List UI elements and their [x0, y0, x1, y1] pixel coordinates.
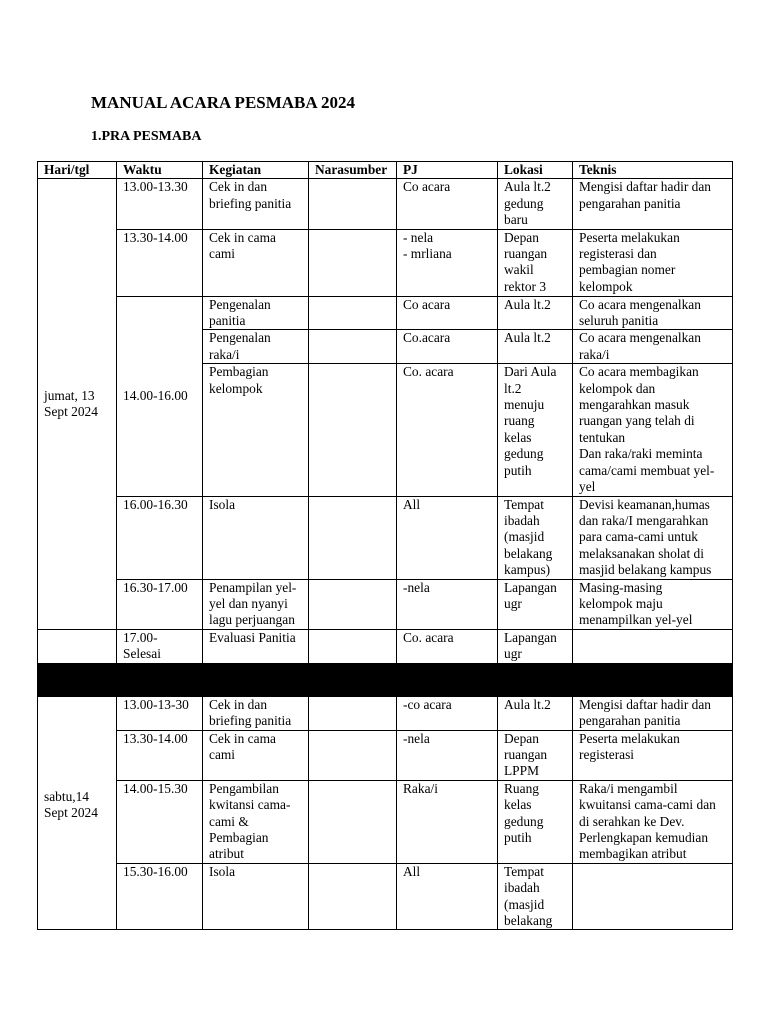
- teknis-cell-line: Co acara membagikan: [579, 364, 699, 380]
- teknis-cell-line: Perlengkapan kemudian: [579, 830, 709, 845]
- waktu-cell: [117, 629, 203, 663]
- lokasi-cell: [498, 330, 573, 364]
- lokasi-cell: [498, 863, 573, 930]
- pj-cell-line: All: [403, 496, 421, 512]
- pj-cell-line: All: [403, 863, 421, 879]
- header-waktu: Waktu: [117, 162, 203, 179]
- teknis-cell: [573, 696, 733, 730]
- kegiatan-cell-line: Cek in dan: [209, 179, 268, 195]
- kegiatan-cell: [203, 229, 309, 296]
- teknis-cell-line: kelompok dan: [579, 380, 656, 396]
- waktu-cell: [117, 863, 203, 930]
- lokasi-cell-line: Tempat: [504, 863, 544, 879]
- kegiatan-cell-line: Pembagian: [209, 830, 269, 845]
- lokasi-cell-line: gedung: [504, 446, 544, 462]
- kegiatan-cell: [203, 330, 309, 364]
- section-heading: 1.PRA PESMABA: [91, 129, 202, 144]
- waktu-cell-line: Selesai: [123, 646, 161, 662]
- kegiatan-cell-line: briefing panitia: [209, 712, 292, 728]
- header-pj: PJ: [397, 162, 498, 179]
- waktu-cell: [117, 579, 203, 629]
- narasumber-cell: [309, 330, 397, 364]
- table-row: [38, 496, 733, 579]
- pj-cell-line: - mrliana: [403, 246, 452, 262]
- pj-cell: [397, 179, 498, 229]
- pj-cell-line: Co. acara: [403, 629, 454, 645]
- table-row: [38, 780, 733, 863]
- lokasi-cell: [498, 496, 573, 579]
- lokasi-cell-line: Aula lt.2: [504, 179, 551, 195]
- teknis-cell-line: kelompok: [579, 278, 633, 294]
- lokasi-cell-line: Lapangan: [504, 579, 557, 595]
- lokasi-cell: [498, 730, 573, 780]
- day-cell-line: Sept 2024: [44, 805, 98, 820]
- teknis-cell-line: di serahkan ke Dev.: [579, 813, 685, 829]
- header-narasumber: Narasumber: [309, 162, 397, 179]
- header-hari: Hari/tgl: [38, 162, 117, 179]
- lokasi-cell-line: LPPM: [504, 763, 539, 779]
- kegiatan-cell: [203, 296, 309, 330]
- waktu-cell-line: 13.30-14.00: [123, 730, 188, 746]
- lokasi-cell-line: (masjid: [504, 896, 545, 912]
- narasumber-cell: [309, 296, 397, 330]
- narasumber-cell: [309, 364, 397, 496]
- pj-cell-line: -co acara: [403, 696, 452, 712]
- kegiatan-cell: [203, 496, 309, 579]
- teknis-cell: [573, 863, 733, 930]
- kegiatan-cell-line: Isola: [209, 496, 236, 512]
- lokasi-cell-line: Depan: [504, 730, 539, 746]
- lokasi-cell-line: Dari Aula: [504, 364, 557, 380]
- waktu-cell-line: 14.00-15.30: [123, 780, 188, 796]
- teknis-cell-line: kelompok maju: [579, 595, 663, 611]
- teknis-cell: [573, 730, 733, 780]
- teknis-cell-line: Peserta melakukan: [579, 730, 680, 746]
- lokasi-cell-line: ibadah: [504, 512, 540, 528]
- narasumber-cell: [309, 496, 397, 579]
- table-row: [38, 730, 733, 780]
- kegiatan-cell: [203, 863, 309, 930]
- narasumber-cell: [309, 629, 397, 663]
- lokasi-cell-line: ugr: [504, 646, 522, 662]
- teknis-cell: [573, 579, 733, 629]
- pj-cell: [397, 330, 498, 364]
- pj-cell-line: -nela: [403, 730, 430, 746]
- kegiatan-cell-line: cami: [209, 246, 236, 262]
- kegiatan-cell-line: cami: [209, 746, 236, 762]
- kegiatan-cell-line: raka/i: [209, 346, 240, 362]
- kegiatan-cell: [203, 629, 309, 663]
- header-lokasi: Lokasi: [498, 162, 573, 179]
- lokasi-cell-line: belakang: [504, 545, 553, 561]
- table-row: [38, 863, 733, 930]
- teknis-cell-line: cama/cami membuat yel-: [579, 462, 715, 478]
- pj-cell-line: -nela: [403, 579, 430, 595]
- day-cell-line: Sept 2024: [44, 404, 98, 420]
- teknis-cell-line: tentukan: [579, 429, 626, 445]
- kegiatan-cell: [203, 696, 309, 730]
- waktu-cell: [117, 730, 203, 780]
- lokasi-cell-line: kelas: [504, 429, 532, 445]
- pj-cell: [397, 730, 498, 780]
- kegiatan-cell-line: kwitansi cama-: [209, 797, 291, 813]
- lokasi-cell-line: (masjid: [504, 529, 545, 545]
- narasumber-cell: [309, 780, 397, 863]
- waktu-cell-line: 16.00-16.30: [123, 496, 188, 512]
- teknis-cell-line: Mengisi daftar hadir dan: [579, 696, 712, 712]
- lokasi-cell-line: ruang: [504, 413, 535, 429]
- day-cell-line: sabtu,14: [44, 788, 90, 804]
- header-kegiatan: Kegiatan: [203, 162, 309, 179]
- day-cell: [38, 629, 117, 663]
- kegiatan-cell-line: Pengambilan: [209, 780, 279, 796]
- lokasi-cell-line: ugr: [504, 595, 522, 611]
- narasumber-cell: [309, 579, 397, 629]
- lokasi-cell-line: gedung: [504, 195, 544, 211]
- narasumber-cell: [309, 730, 397, 780]
- kegiatan-cell-line: lagu perjuangan: [209, 612, 295, 628]
- lokasi-cell-line: Aula lt.2: [504, 696, 551, 712]
- waktu-cell-line: 14.00-16.00: [123, 387, 188, 403]
- teknis-cell-line: yel: [579, 479, 596, 495]
- lokasi-cell-line: rektor 3: [504, 278, 547, 294]
- day-cell: [38, 696, 117, 930]
- teknis-cell-line: seluruh panitia: [579, 313, 659, 329]
- waktu-cell-line: 15.30-16.00: [123, 863, 188, 879]
- lokasi-cell: [498, 579, 573, 629]
- pj-cell-line: - nela: [403, 229, 434, 245]
- lokasi-cell-line: kelas: [504, 797, 532, 813]
- pj-cell: [397, 579, 498, 629]
- lokasi-cell-line: ibadah: [504, 880, 540, 896]
- teknis-cell-line: Co acara mengenalkan: [579, 296, 701, 312]
- table-row: [38, 629, 733, 663]
- day-cell: [38, 179, 117, 629]
- table-row: [38, 696, 733, 730]
- lokasi-cell-line: Lapangan: [504, 629, 557, 645]
- pj-cell: [397, 780, 498, 863]
- teknis-cell: [573, 364, 733, 496]
- lokasi-cell-line: menuju: [504, 397, 545, 413]
- kegiatan-cell-line: panitia: [209, 313, 246, 329]
- kegiatan-cell-line: Cek in dan: [209, 696, 268, 712]
- lokasi-cell-line: Aula lt.2: [504, 330, 551, 346]
- pj-cell-line: Co acara: [403, 179, 451, 195]
- teknis-cell: [573, 780, 733, 863]
- lokasi-cell-line: ruangan: [504, 746, 548, 762]
- teknis-cell-line: Dan raka/raki meminta: [579, 446, 703, 462]
- lokasi-cell: [498, 696, 573, 730]
- waktu-cell-line: 17.00-: [123, 629, 158, 645]
- teknis-cell-line: Co acara mengenalkan: [579, 330, 701, 346]
- lokasi-cell: [498, 780, 573, 863]
- teknis-cell-line: Devisi keamanan,humas: [579, 496, 710, 512]
- teknis-cell: [573, 629, 733, 663]
- kegiatan-cell-line: Cek in cama: [209, 229, 276, 245]
- table-row: [38, 179, 733, 229]
- waktu-cell: [117, 696, 203, 730]
- waktu-cell: [117, 229, 203, 296]
- separator-cell: [38, 663, 733, 696]
- teknis-cell-line: masjid belakang kampus: [579, 562, 712, 578]
- lokasi-cell-line: gedung: [504, 813, 544, 829]
- pj-cell: [397, 296, 498, 330]
- kegiatan-cell: [203, 780, 309, 863]
- narasumber-cell: [309, 229, 397, 296]
- pj-cell-line: Raka/i: [403, 780, 438, 796]
- teknis-cell-line: Mengisi daftar hadir dan: [579, 179, 712, 195]
- lokasi-cell-line: Aula lt.2: [504, 296, 551, 312]
- teknis-cell-line: melaksanakan sholat di: [579, 545, 704, 561]
- lokasi-cell: [498, 296, 573, 330]
- teknis-cell-line: kwuitansi cama-cami dan: [579, 797, 716, 813]
- lokasi-cell: [498, 179, 573, 229]
- lokasi-cell-line: Tempat: [504, 496, 544, 512]
- lokasi-cell-line: baru: [504, 212, 528, 228]
- waktu-cell-line: 16.30-17.00: [123, 579, 188, 595]
- table-row: [38, 579, 733, 629]
- kegiatan-cell-line: Cek in cama: [209, 730, 276, 746]
- kegiatan-cell-line: Pembagian: [209, 364, 269, 380]
- teknis-cell-line: Peserta melakukan: [579, 229, 680, 245]
- kegiatan-cell: [203, 364, 309, 496]
- schedule-table: [37, 161, 733, 930]
- lokasi-cell: [498, 229, 573, 296]
- kegiatan-cell-line: atribut: [209, 846, 244, 862]
- narasumber-cell: [309, 863, 397, 930]
- pj-cell: [397, 629, 498, 663]
- kegiatan-cell: [203, 579, 309, 629]
- waktu-cell-line: 13.00-13-30: [123, 696, 189, 712]
- waktu-cell: [117, 496, 203, 579]
- teknis-cell-line: raka/i: [579, 346, 610, 362]
- table-row: [38, 296, 733, 330]
- teknis-cell: [573, 330, 733, 364]
- waktu-cell: [117, 296, 203, 496]
- kegiatan-cell-line: kelompok: [209, 380, 263, 396]
- kegiatan-cell-line: yel dan nyanyi: [209, 595, 288, 611]
- lokasi-cell-line: putih: [504, 830, 532, 845]
- teknis-cell: [573, 229, 733, 296]
- table-header-row: [38, 162, 733, 179]
- pj-cell: [397, 496, 498, 579]
- lokasi-cell: [498, 364, 573, 496]
- teknis-cell-line: mengarahkan masuk: [579, 397, 690, 413]
- waktu-cell: [117, 179, 203, 229]
- lokasi-cell-line: wakil: [504, 262, 534, 278]
- teknis-cell-line: membagikan atribut: [579, 846, 687, 862]
- teknis-cell-line: pengarahan panitia: [579, 712, 681, 728]
- narasumber-cell: [309, 696, 397, 730]
- lokasi-cell-line: putih: [504, 462, 532, 478]
- teknis-cell-line: Masing-masing: [579, 579, 663, 595]
- teknis-cell: [573, 179, 733, 229]
- lokasi-cell-line: belakang: [504, 913, 553, 929]
- pj-cell-line: Co. acara: [403, 364, 454, 380]
- kegiatan-cell-line: Isola: [209, 863, 236, 879]
- teknis-cell-line: registerasi dan: [579, 246, 657, 262]
- table-row: [38, 229, 733, 296]
- teknis-cell-line: ruangan yang telah di: [579, 413, 695, 429]
- kegiatan-cell-line: Evaluasi Panitia: [209, 629, 296, 645]
- day-cell-line: jumat, 13: [44, 387, 95, 403]
- teknis-cell-line: Raka/i mengambil: [579, 780, 678, 796]
- lokasi-cell-line: kampus): [504, 562, 551, 578]
- pj-cell: [397, 863, 498, 930]
- lokasi-cell: [498, 629, 573, 663]
- waktu-cell: [117, 780, 203, 863]
- pj-cell: [397, 364, 498, 496]
- teknis-cell-line: pembagian nomer: [579, 262, 676, 278]
- teknis-cell-line: dan raka/I mengarahkan: [579, 512, 709, 528]
- pj-cell-line: Co.acara: [403, 330, 451, 346]
- kegiatan-cell: [203, 730, 309, 780]
- teknis-cell-line: para cama-cami untuk: [579, 529, 698, 545]
- teknis-cell-line: pengarahan panitia: [579, 195, 681, 211]
- waktu-cell-line: 13.30-14.00: [123, 229, 188, 245]
- waktu-cell-line: 13.00-13.30: [123, 179, 188, 195]
- pj-cell: [397, 696, 498, 730]
- kegiatan-cell-line: briefing panitia: [209, 195, 292, 211]
- narasumber-cell: [309, 179, 397, 229]
- teknis-cell-line: menampilkan yel-yel: [579, 612, 693, 628]
- pj-cell: [397, 229, 498, 296]
- pj-cell-line: Co acara: [403, 296, 451, 312]
- kegiatan-cell-line: Penampilan yel-: [209, 579, 297, 595]
- document-title: MANUAL ACARA PESMABA 2024: [91, 93, 355, 112]
- lokasi-cell-line: Ruang: [504, 780, 539, 796]
- teknis-cell-line: registerasi: [579, 746, 635, 762]
- kegiatan-cell-line: Pengenalan: [209, 296, 271, 312]
- teknis-cell: [573, 296, 733, 330]
- kegiatan-cell-line: Pengenalan: [209, 330, 271, 346]
- kegiatan-cell: [203, 179, 309, 229]
- separator-bar: [38, 663, 733, 696]
- kegiatan-cell-line: cami &: [209, 813, 249, 829]
- header-teknis: Teknis: [573, 162, 733, 179]
- lokasi-cell-line: lt.2: [504, 380, 522, 396]
- teknis-cell: [573, 496, 733, 579]
- lokasi-cell-line: ruangan: [504, 246, 548, 262]
- lokasi-cell-line: Depan: [504, 229, 539, 245]
